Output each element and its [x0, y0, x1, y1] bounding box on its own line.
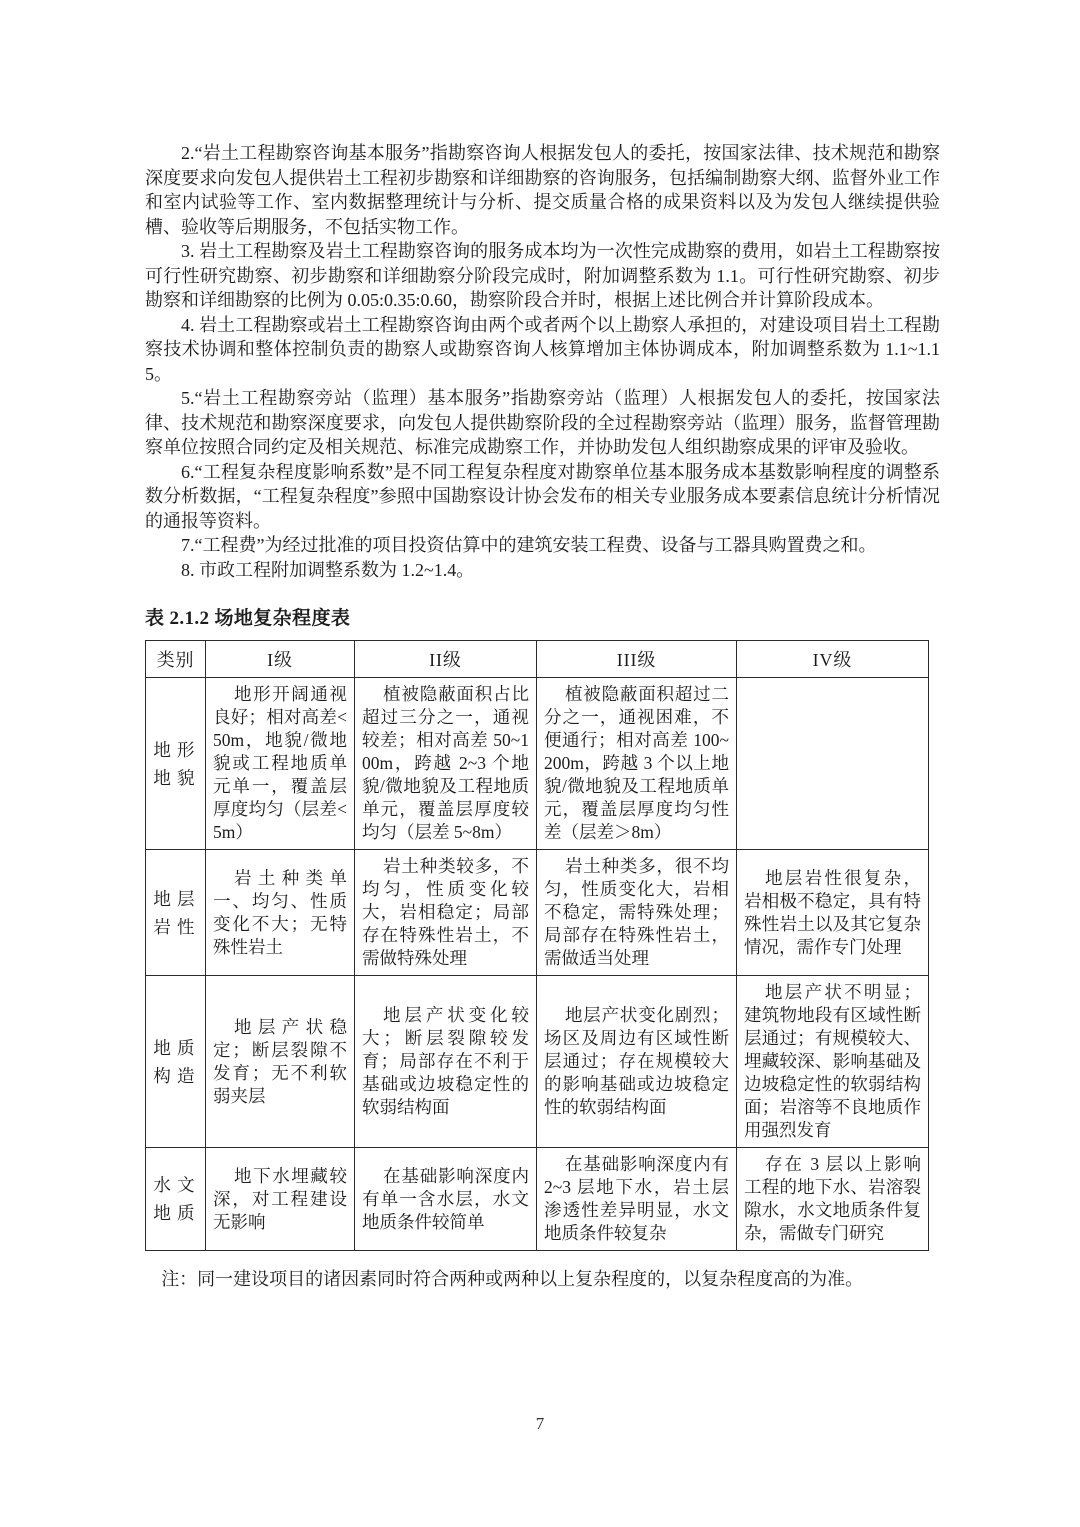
- header-grade-4: IV级: [737, 641, 929, 678]
- paragraph-8: 8. 市政工程附加调整系数为 1.2~1.4。: [181, 559, 475, 580]
- table-cell: 地层产状不明显；建筑物地段有区域性断层通过；有规模较大、埋藏较深、影响基础及边坡稳定性的软弱结构面；岩溶等不良地质作用强烈发育: [737, 976, 929, 1148]
- table-cell: 岩土种类多，很不均匀，性质变化大，岩相不稳定，需特殊处理；局部存在特殊性岩土，需做适当处理: [537, 850, 737, 976]
- table-cell: 地层产状稳定；断层裂隙不发育；无不利软弱夹层: [206, 976, 355, 1148]
- paragraph-7: 7.“工程费”为经过批准的项目投资估算中的建筑安装工程费、设备与工器具购置费之和。: [181, 535, 877, 555]
- table-row-hydrogeology: [146, 1148, 929, 1251]
- table-cell: 植被隐蔽面积占比超过三分之一，通视较差；相对高差 50~100m，跨越 2~3 个地貌/微地貌及工程地质单元，覆盖层厚度较均匀（层差 5~8m）: [355, 678, 537, 850]
- paragraph-4: 4. 岩土工程勘察或岩土工程勘察咨询由两个或者两个以上勘察人承担的，对建设项目岩土工程勘察技术协调和整体控制负责的勘察人或勘察咨询人核算增加主体协调成本，附加调整系数为 1.1~1.15。: [145, 314, 940, 384]
- table-cell: 在基础影响深度内有 2~3 层地下水，岩土层渗透性差异明显，水文地质条件较复杂: [537, 1148, 737, 1251]
- table-cell: 植被隐蔽面积超过二分之一，通视困难，不便通行；相对高差 100~200m，跨越 3 个以上地貌/微地貌及工程地质单元，覆盖层厚度均匀性差（层差＞8m）: [537, 678, 737, 850]
- table-cell: 在基础影响深度内有单一含水层，水文地质条件较简单: [355, 1148, 537, 1251]
- header-grade-1: I级: [206, 641, 355, 678]
- paragraph-3: 3. 岩土工程勘察及岩土工程勘察咨询的服务成本均为一次性完成勘察的费用，如岩土工程勘察按可行性研究勘察、初步勘察和详细勘察分阶段完成时，附加调整系数为 1.1。可行性研究勘察、初步勘察和详细勘察的比例为 0.05:0.35:0.60，勘察阶段合并时，根据上述比例合并计算阶段成本。: [145, 241, 940, 310]
- row-category: 地形地貌: [146, 678, 206, 850]
- table-cell: 存在 3 层以上影响工程的地下水、岩溶裂隙水，水文地质条件复杂，需做专门研究: [737, 1148, 929, 1251]
- row-category: 地质构造: [146, 976, 206, 1148]
- page-number: 7: [535, 1414, 545, 1433]
- table-header-row: [146, 641, 929, 678]
- site-complexity-table: [145, 640, 929, 1251]
- table-cell: 地层产状变化较大；断层裂隙较发育；局部存在不利于基础或边坡稳定性的软弱结构面: [355, 976, 537, 1148]
- row-category: 水文地质: [146, 1148, 206, 1251]
- table-row-structure: [146, 976, 929, 1148]
- paragraph-5: 5.“岩土工程勘察旁站（监理）基本服务”指勘察旁站（监理）人根据发包人的委托，按国家法律、技术规范和勘察深度要求，向发包人提供勘察阶段的全过程勘察旁站（监理）服务，监督管理勘察单位按照合同约定及相关规范、标准完成勘察工作，并协助发包人组织勘察成果的评审及验收。: [145, 388, 940, 457]
- table-row-lithology: [146, 850, 929, 976]
- body-text: [145, 141, 940, 582]
- paragraph-6: 6.“工程复杂程度影响系数”是不同工程复杂程度对勘察单位基本服务成本基数影响程度的调整系数分析数据，“工程复杂程度”参照中国勘察设计协会发布的相关专业服务成本要素信息统计分析情况的通报等资料。: [145, 461, 940, 531]
- header-grade-3: III级: [537, 641, 737, 678]
- table-cell: 地下水埋藏较深，对工程建设无影响: [206, 1148, 355, 1251]
- paragraph-2: 2.“岩土工程勘察咨询基本服务”指勘察咨询人根据发包人的委托，按国家法律、技术规范和勘察深度要求向发包人提供岩土工程初步勘察和详细勘察的咨询服务，包括编制勘察大纲、监督外业工作和室内试验等工作、室内数据整理统计与分析、提交质量合格的成果资料以及为发包人继续提供验槽、验收等后期服务，不包括实物工作。: [145, 143, 940, 237]
- header-grade-2: II级: [355, 641, 537, 678]
- table-title: 表 2.1.2 场地复杂程度表: [145, 608, 351, 629]
- header-category: 类别: [146, 641, 206, 678]
- table-row-terrain: [146, 678, 929, 850]
- table-cell: 地层产状变化剧烈；场区及周边有区域性断层通过；存在规模较大的影响基础或边坡稳定性的软弱结构面: [537, 976, 737, 1148]
- table-cell: [737, 678, 929, 850]
- table-cell: 地形开阔通视良好；相对高差<50m，地貌/微地貌或工程地质单元单一，覆盖层厚度均匀（层差<5m）: [206, 678, 355, 850]
- table-note: 注：同一建设项目的诸因素同时符合两种或两种以上复杂程度的，以复杂程度高的为准。: [161, 1269, 864, 1289]
- row-category: 地层岩性: [146, 850, 206, 976]
- table-cell: 岩土种类较多，不均匀，性质变化较大，岩相稳定；局部存在特殊性岩土，不需做特殊处理: [355, 850, 537, 976]
- table-cell: 地层岩性很复杂，岩相极不稳定，具有特殊性岩土以及其它复杂情况，需作专门处理: [737, 850, 929, 976]
- table-cell: 岩土种类单一、均匀、性质变化不大；无特殊性岩土: [206, 850, 355, 976]
